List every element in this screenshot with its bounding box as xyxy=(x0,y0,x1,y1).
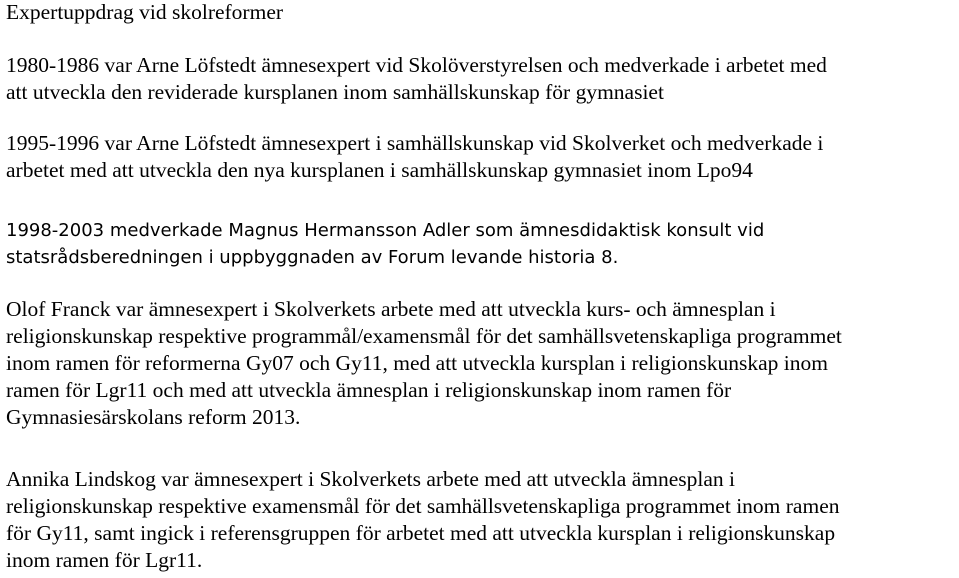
paragraph-line: statsrådsberedningen i uppbyggnaden av Forum levande historia 8. xyxy=(6,247,619,268)
paragraph-line: religionskunskap respektive examensmål för det samhällsvetenskapliga programmet inom ramen xyxy=(6,494,840,518)
paragraph-arne-1980 xyxy=(6,52,827,106)
paragraph-line: Gymnasiesärskolans reform 2013. xyxy=(6,405,301,429)
paragraph-line: Annika Lindskog var ämnesexpert i Skolverkets arbete med att utveckla ämnesplan i xyxy=(6,467,735,491)
paragraph-arne-1995 xyxy=(6,130,823,184)
paragraph-line: ramen för Lgr11 och med att utveckla ämnesplan i religionskunskap inom ramen för xyxy=(6,378,732,402)
paragraph-line: för Gy11, samt ingick i referensgruppen för arbetet med att utveckla kursplan i religionskunskap xyxy=(6,521,836,545)
paragraph-line: 1998-2003 medverkade Magnus Hermansson Adler som ämnesdidaktisk konsult vid xyxy=(6,220,765,241)
paragraph-annika-lindskog xyxy=(6,466,839,574)
paragraph-line: inom ramen för Lgr11. xyxy=(6,548,203,572)
paragraph-line: arbetet med att utveckla den nya kursplanen i samhällskunskap gymnasiet inom Lpo94 xyxy=(6,158,753,182)
document-title: Expertuppdrag vid skolreformer xyxy=(6,0,284,24)
paragraph-magnus-1998 xyxy=(6,217,764,271)
paragraph-line: Olof Franck var ämnesexpert i Skolverkets arbete med att utveckla kurs- och ämnesplan i xyxy=(6,297,776,321)
paragraph-line: 1995-1996 var Arne Löfstedt ämnesexpert i samhällskunskap vid Skolverket och medverkade i xyxy=(6,131,824,155)
paragraph-line: 1980-1986 var Arne Löfstedt ämnesexpert vid Skolöverstyrelsen och medverkade i arbetet med xyxy=(6,53,827,77)
paragraph-olof-franck xyxy=(6,296,842,431)
paragraph-line: religionskunskap respektive programmål/examensmål för det samhällsvetenskapliga programmet xyxy=(6,324,842,348)
paragraph-line: att utveckla den reviderade kursplanen inom samhällskunskap för gymnasiet xyxy=(6,80,664,104)
paragraph-line: inom ramen för reformerna Gy07 och Gy11, med att utveckla kursplan i religionskunskap inom xyxy=(6,351,828,375)
